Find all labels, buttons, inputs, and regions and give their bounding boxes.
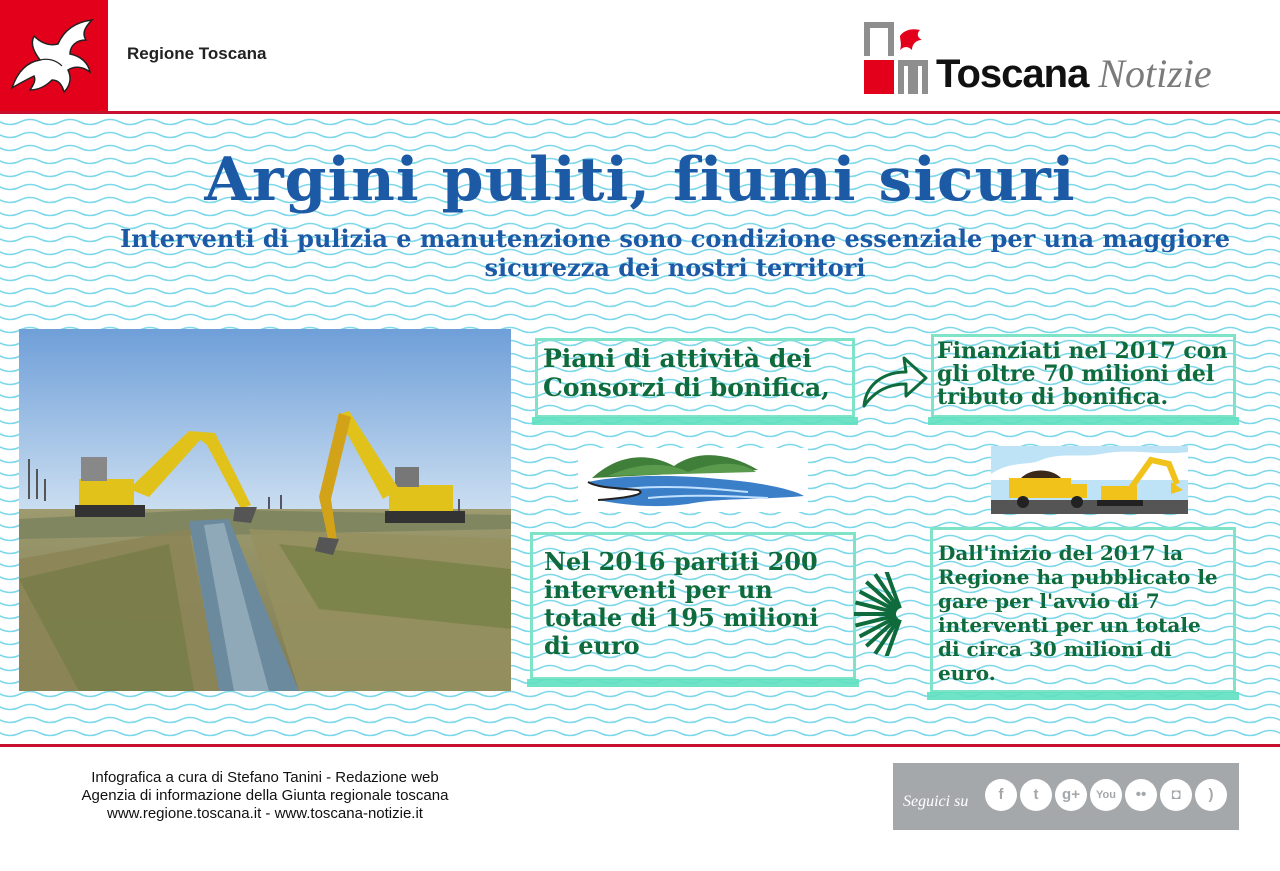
info-box-2016-interventions bbox=[530, 532, 856, 680]
construction-illustration bbox=[991, 446, 1188, 514]
brand-title bbox=[936, 52, 1212, 96]
info-text-consortia-plans: Piani di attività dei Consorzi di bonifica, bbox=[543, 344, 830, 402]
regione-toscana-logo[interactable] bbox=[0, 0, 108, 112]
toscana-notizie-logo-mark[interactable] bbox=[864, 22, 928, 94]
credit-line-1: Infografica a cura di Stefano Tanini - Redazione web bbox=[91, 769, 439, 786]
credits bbox=[20, 769, 510, 823]
info-text-funding: Finanziati nel 2017 con gli oltre 70 milioni del tributo di bonifica. bbox=[937, 338, 1228, 410]
credit-line-3[interactable]: www.regione.toscana.it - www.toscana-notizie.it bbox=[107, 805, 423, 822]
googleplus-icon[interactable]: g+ bbox=[1055, 779, 1087, 811]
info-box-consortia-plans bbox=[535, 338, 855, 418]
rss-icon[interactable]: ) bbox=[1195, 779, 1227, 811]
social-follow-bar bbox=[893, 763, 1239, 830]
infographic-title: Argini puliti, fiumi sicuri bbox=[204, 145, 1076, 215]
facebook-icon[interactable]: f bbox=[985, 779, 1017, 811]
flickr-icon[interactable]: •• bbox=[1125, 779, 1157, 811]
header-divider bbox=[0, 111, 1280, 114]
org-name: Regione Toscana bbox=[127, 44, 267, 63]
excavators-photo bbox=[19, 329, 511, 691]
info-text-2017-tenders: Dall'inizio del 2017 la Regione ha pubblicato le gare per l'avvio di 7 interventi per un totale di circa 30 milioni di euro. bbox=[938, 541, 1218, 685]
fan-rays-icon bbox=[852, 572, 910, 656]
infographic-subtitle: Interventi di pulizia e manutenzione sono condizione essenziale per una maggiore sicurezza dei nostri territori bbox=[120, 224, 1230, 282]
brand-main: Toscana bbox=[936, 52, 1089, 96]
pegasus-icon bbox=[0, 0, 108, 112]
info-text-2016-interventions: Nel 2016 partiti 200 interventi per un totale di 195 milioni di euro bbox=[544, 547, 819, 660]
footer-divider bbox=[0, 744, 1280, 747]
follow-label: Seguici su bbox=[903, 793, 969, 810]
brand-sub: Notizie bbox=[1098, 51, 1212, 96]
twitter-icon[interactable]: t bbox=[1020, 779, 1052, 811]
youtube-icon[interactable]: You bbox=[1090, 779, 1122, 811]
river-illustration bbox=[578, 448, 808, 512]
instagram-icon[interactable]: ◘ bbox=[1160, 779, 1192, 811]
credit-line-2: Agenzia di informazione della Giunta regionale toscana bbox=[81, 787, 449, 804]
arrow-right-icon bbox=[858, 348, 930, 410]
header bbox=[0, 0, 1280, 112]
info-box-funding bbox=[931, 334, 1236, 418]
info-box-2017-tenders bbox=[930, 527, 1236, 693]
